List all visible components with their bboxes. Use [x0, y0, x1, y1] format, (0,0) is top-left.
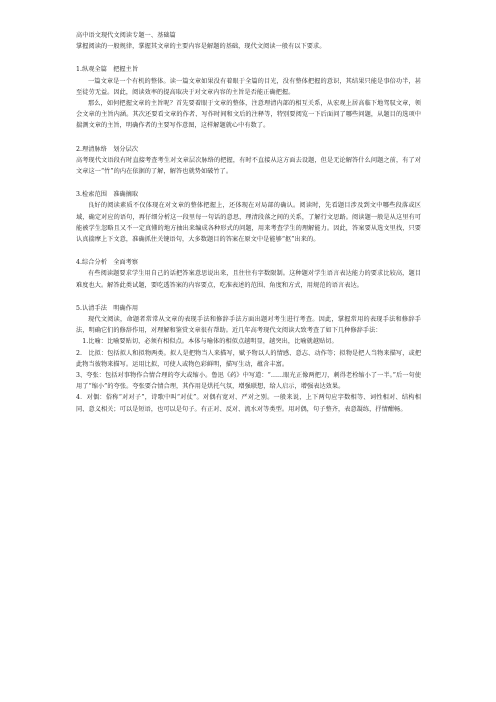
section-paragraph: 有些阅读题要求学生用自己的话把答案意思说出来，且往往有字数限制。这种题对学生语言表达能力的要求比较高，题目难度也大。解答此类试题，要吃透答案的内容要点，吃准表述的范围、角度和方式，用规范的语言表达。	[76, 270, 421, 289]
section-5	[76, 303, 421, 415]
section-1	[76, 64, 421, 131]
document-page	[76, 30, 421, 427]
list-item: 3、夸张：包括对事物作合情合理的夸大或缩小。鲁迅《药》中写道：“……眼光正像两把刀，刺得老栓缩小了一半。”后一句使用了“缩小”的夸张。夸张要合情合理，其作用是烘托气氛，增强联想，给人启示，增强表达效果。	[76, 372, 421, 391]
list-item: 2. 比拟：包括拟人和拟物两类。拟人是把物当人来描写，赋予物以人的情感、意志、动作等；拟物是把人当物来描写，或把此物当彼物来描写。运用比拟，可使人或物色彩鲜明，描写生动，蕴含丰富。	[76, 349, 421, 368]
document-title: 高中语文现代文阅读专题一、基础篇	[76, 32, 176, 39]
list-item: 4．对偶：俗称“对对子”，诗歌中叫“对仗”。对偶有宽对、严对之别。一般来说，上下两句应字数相等、词性相对、结构相同、意义相关；可以是短语，也可以是句子。有正对、反对、流水对等类型。用对偶，句子整齐，表意凝练，抒情酣畅。	[76, 394, 421, 413]
section-paragraph: 那么，如何把握文章的主旨呢？首先要着眼于文章的整体，注意理清内部的相互关系，从宏观上居高临下地驾驭文章，领会文章的主旨内涵。其次还要看文章的作者、写作时间和文后的注释等，特别要阅览一下后面问了哪些问题，从题目的选项中揣测文章的主旨，明确作者的主要写作意图，这样解题就心中有数了。	[76, 100, 421, 130]
section-paragraph: 一篇文章是一个有机的整体。读一篇文章如果没有着眼于全篇的目光，没有整体把握的意识，其结果只能是事倍功半，甚至徒劳无益。因此，阅读效率的提高取决于对文章内容的主旨是否能正确把握。	[76, 77, 421, 96]
section-heading: 5.认清手法 明确作用	[76, 304, 139, 312]
section-paragraph: 高考现代文语段有时直接考查考生对文章层次脉络的把握，有时不直接从这方面去设题，但是无论解答什么问题之前，有了对文章这一“竹”的内在依据的了解，解答也就势如破竹了。	[76, 156, 421, 176]
section-3	[76, 189, 421, 245]
section-heading: 2.理清脉络 划分层次	[76, 145, 139, 153]
section-2	[76, 144, 421, 178]
section-paragraph: 现代文阅读，命题者常常从文章的表现手法和修辞手法方面出题对考生进行考查。因此，掌握常用的表现手法和修辞手法，明确它们的修辞作用，对理解和鉴赏文章很有帮助。近几年高考现代文阅读大致考查了如下几种修辞手法：	[76, 316, 421, 335]
section-4	[76, 257, 421, 291]
list-item: 1.比喻：比喻要贴切，必须有相似点。本体与喻体的相似点越明显，越突出，比喻就越贴切。	[76, 338, 338, 346]
document-intro: 掌握阅读的一般规律，掌握其文章的主要内容是解题的基础，现代文阅读一般有以下要求。	[76, 43, 326, 51]
section-heading: 1.纵观全篇 把握主旨	[76, 66, 139, 74]
section-heading: 4.综合分析 全面考察	[76, 259, 139, 267]
section-paragraph: 良好的阅读素质不仅体现在对文章的整体把握上，还体现在对局部的确认。阅读时，先看题目涉及到文中哪些段落或区域，确定对应的语句，再仔细分析这一段里每一句话的意思，理清段落之间的关系，了解行文思路。阅读题一般是从这里有可能被学生忽略且又不一定真懂的地方抽出来编成各种形式的问题，用来考查学生的理解能力。因此，答案要从选文里找，只要认真揣摩上下文意，准确抓住关键语句，大多数题目的答案在原文中是能够“抠”出来的。	[76, 202, 421, 244]
section-heading: 3.检索范围 准确摘取	[76, 191, 139, 199]
